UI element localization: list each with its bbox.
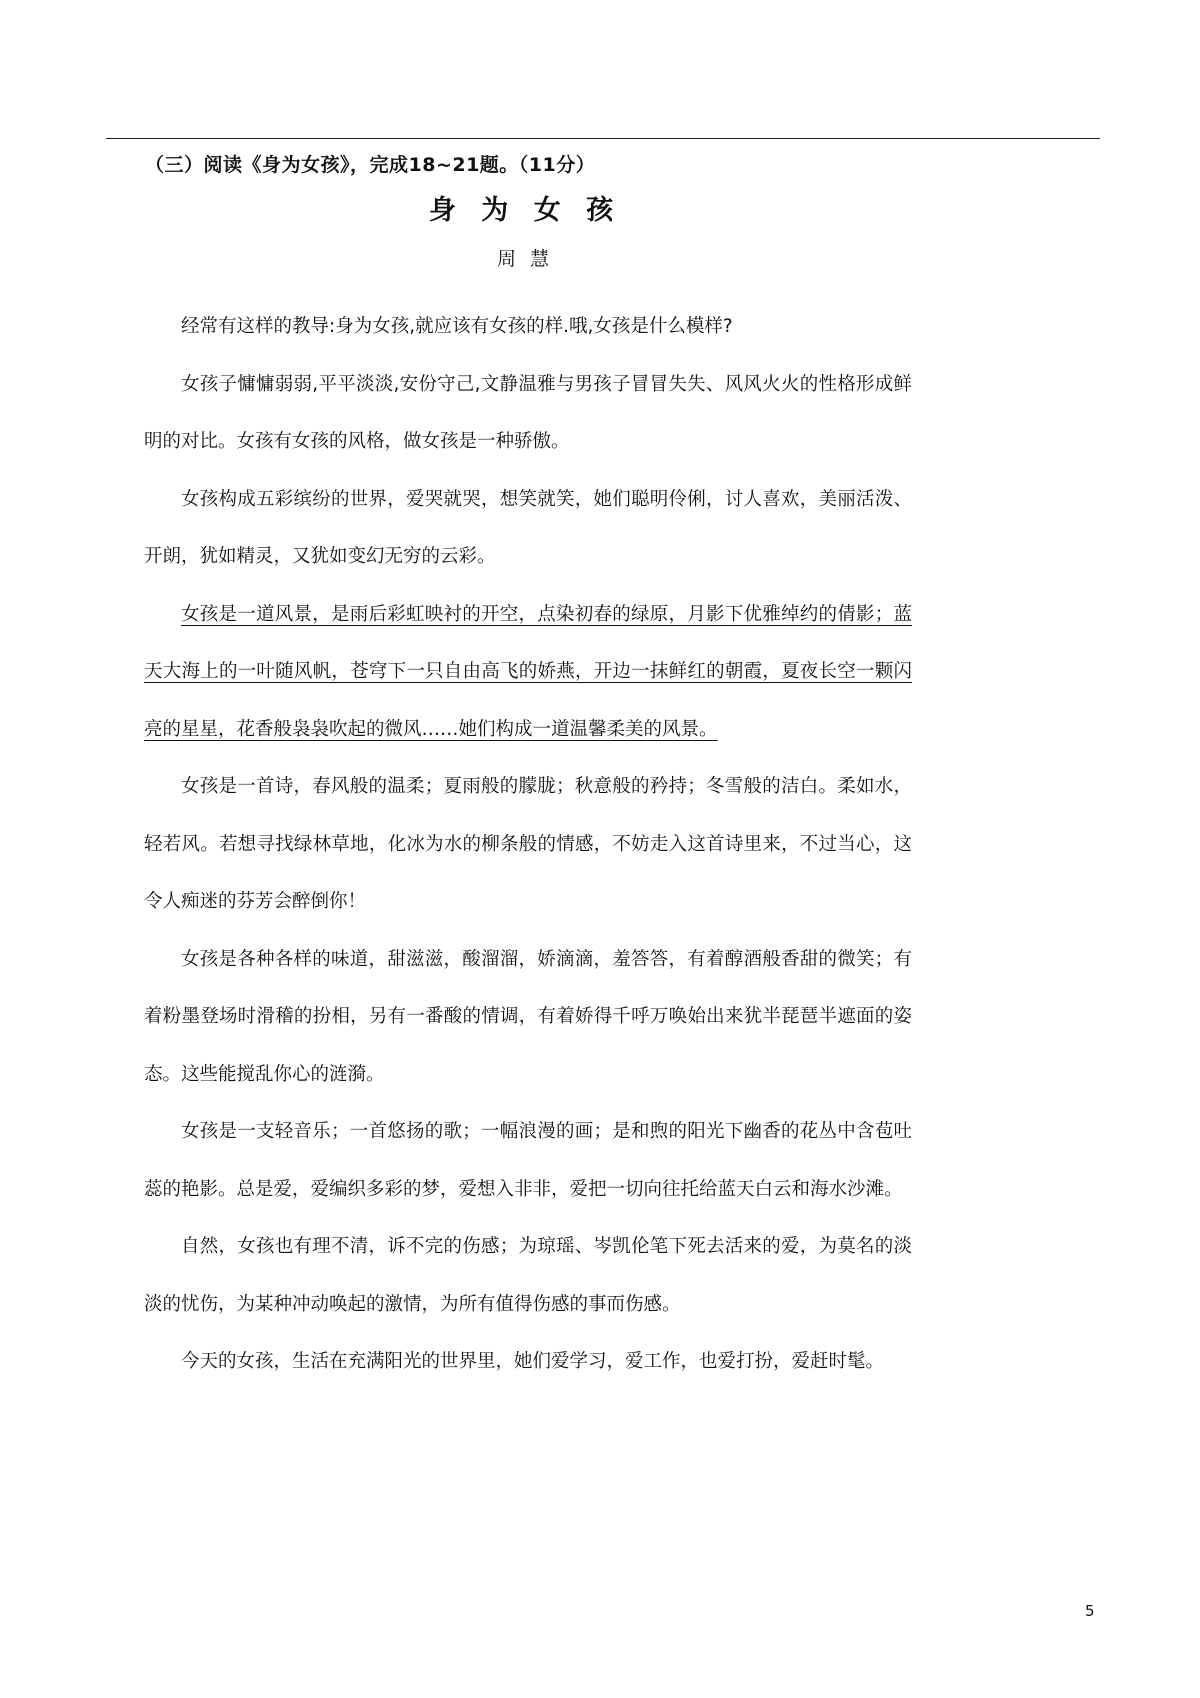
paragraph: 今天的女孩，生活在充满阳光的世界里，她们爱学习，爱工作，也爱打扮，爱赶时髦。 — [181, 1351, 885, 1372]
article-title: 身 为 女 孩 — [428, 195, 622, 226]
paragraph: 女孩是一首诗，春风般的温柔；夏雨般的朦胧；秋意般的矜持；冬雪般的洁白。柔如水，轻若风。若想寻找绿林草地，化冰为水的柳条般的情感，不妨走入这首诗里来，不过当心，这令人痴迷的芬芳会醉倒你！ — [144, 776, 912, 912]
paragraph: 自然，女孩也有理不清，诉不完的伤感；为琼瑶、岑凯伦笔下死去活来的爱，为莫名的淡淡的忧伤，为某种冲动唤起的激情，为所有值得伤感的事而伤感。 — [144, 1236, 912, 1315]
page-number: 5 — [1085, 1602, 1095, 1620]
article-author: 周 慧 — [496, 248, 554, 270]
paragraph: 女孩是一支轻音乐；一首悠扬的歌；一幅浪漫的画；是和煦的阳光下幽香的花丛中含苞吐蕊的艳影。总是爱，爱编织多彩的梦，爱想入非非，爱把一切向往托给蓝天白云和海水沙滩。 — [144, 1121, 912, 1200]
underlined-paragraph — [144, 586, 912, 759]
paragraph: 女孩子慵慵弱弱,平平淡淡,安份守己,文静温雅与男孩子冒冒失失、风风火火的性格形成鲜明的对比。女孩有女孩的风格，做女孩是一种骄傲。 — [144, 373, 912, 452]
article-body — [144, 298, 912, 1391]
paragraph: 经常有这样的教导:身为女孩,就应该有女孩的样.哦,女孩是什么模样? — [181, 316, 733, 337]
question-prompt: （三）阅读《身为女孩》，完成18~21题。（11分） — [145, 154, 596, 176]
header-divider-line — [106, 138, 1100, 139]
paragraph: 女孩构成五彩缤纷的世界，爱哭就哭，想笑就笑，她们聪明伶俐，讨人喜欢，美丽活泼、开朗，犹如精灵，又犹如变幻无穷的云彩。 — [144, 488, 912, 567]
paragraph: 女孩是各种各样的味道，甜滋滋，酸溜溜，娇滴滴，羞答答，有着醇酒般香甜的微笑；有着粉墨登场时滑稽的扮相，另有一番酸的情调，有着娇得千呼万唤始出来犹半琵琶半遮面的姿态。这些能搅乱你心的涟漪。 — [144, 948, 912, 1085]
underlined-passage: 女孩是一道风景，是雨后彩虹映衬的开空，点染初春的绿原，月影下优雅绰约的倩影；蓝天大海上的一叶随风帆，苍穹下一只自由高飞的娇燕，开边一抹鲜红的朝霞，夏夜长空一颗闪亮的星星，花香般袅袅吹起的微风……她们构成一道温馨柔美的风景。 — [144, 603, 912, 740]
